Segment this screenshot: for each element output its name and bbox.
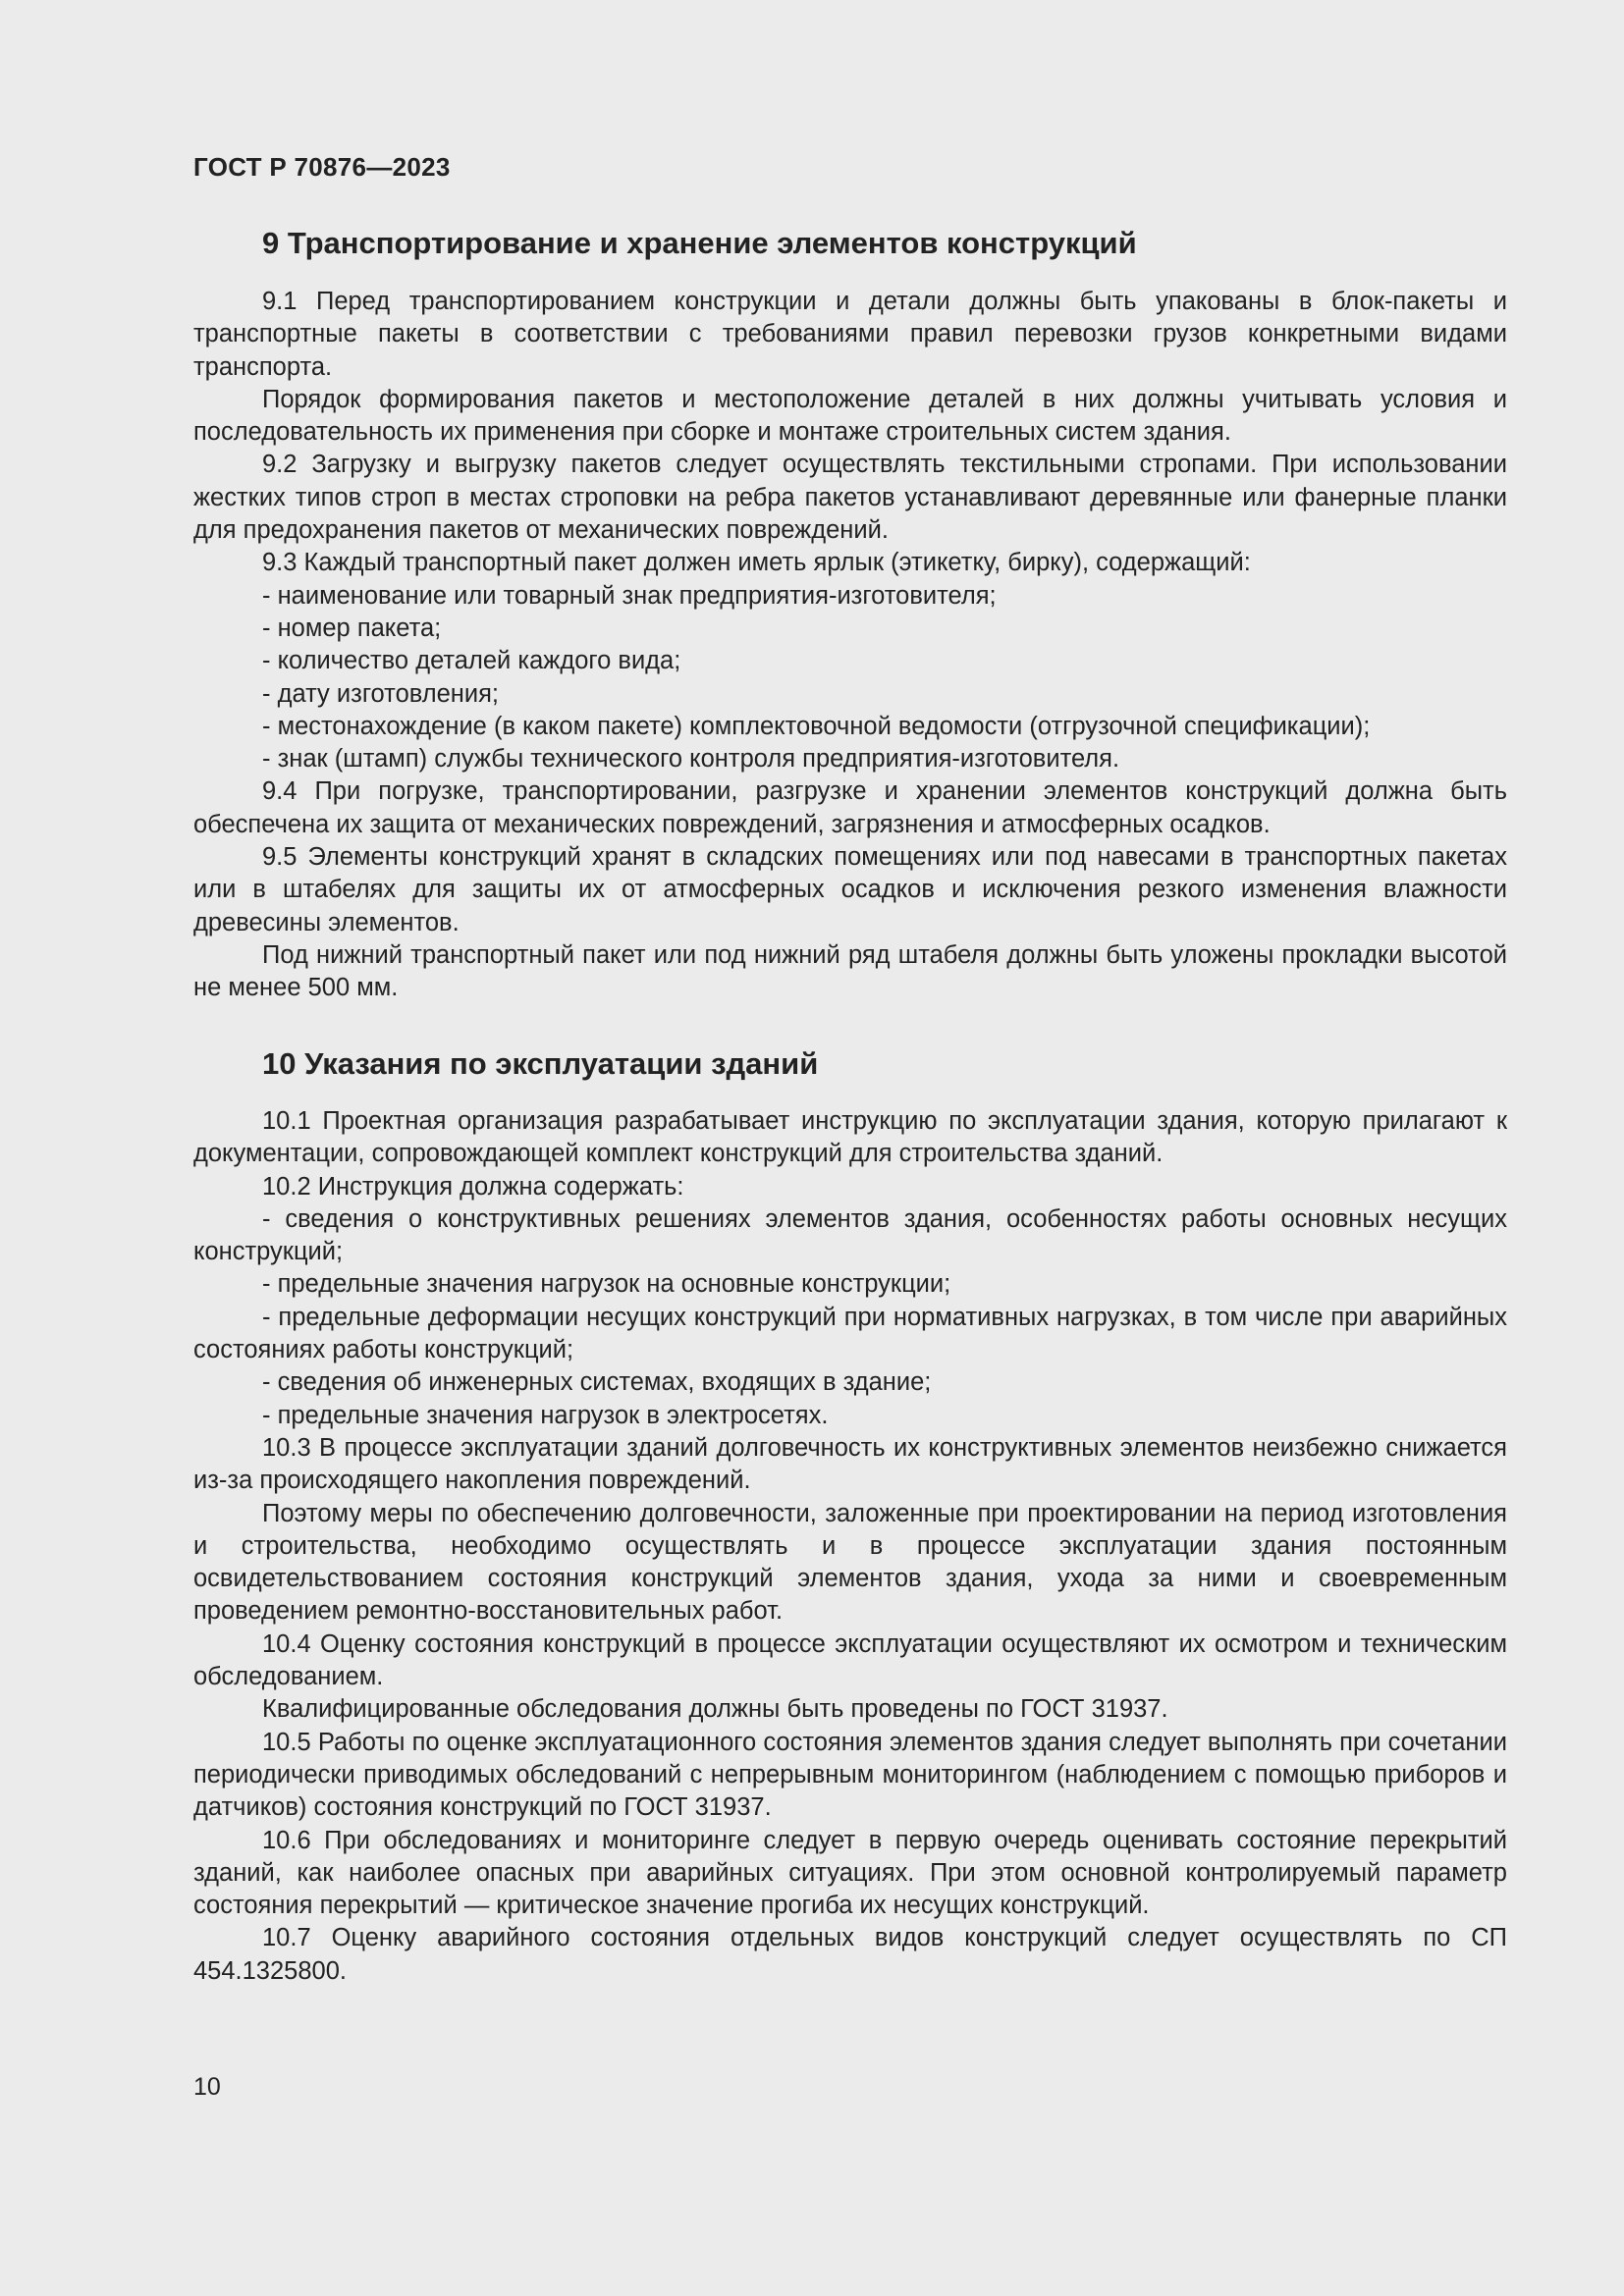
paragraph: 9.3 Каждый транспортный пакет должен иметь ярлык (этикетку, бирку), содержащий:	[262, 549, 1251, 577]
paragraph: 10.1 Проектная организация разрабатывает инструкцию по эксплуатации здания, которую прилагают к документации, сопровождающей комплект конструкций для строительства зданий.	[193, 1107, 1507, 1168]
section-9-title: 9 Транспортирование и хранение элементов конструкций	[262, 226, 1137, 260]
section-10-body	[193, 1105, 1507, 1988]
document-code: ГОСТ Р 70876—2023	[193, 152, 451, 182]
paragraph: 9.2 Загрузку и выгрузку пакетов следует осуществлять текстильными стропами. При использовании жестких типов строп в местах строповки на ребра пакетов устанавливают деревянные или фанерные планки для предохранения пакетов от механических повреждений.	[193, 451, 1507, 545]
list-item: - наименование или товарный знак предприятия-изготовителя;	[262, 581, 997, 610]
paragraph: 10.2 Инструкция должна содержать:	[262, 1172, 684, 1201]
section-9-body	[193, 286, 1507, 1005]
list-item: - местонахождение (в каком пакете) комплектовочной ведомости (отгрузочной спецификации);	[262, 712, 1371, 740]
list-item: - дату изготовления;	[262, 679, 499, 708]
paragraph: Квалифицированные обследования должны быть проведены по ГОСТ 31937.	[262, 1695, 1168, 1724]
list-item: - знак (штамп) службы технического контроля предприятия-изготовителя.	[262, 745, 1120, 774]
list-item: - предельные значения нагрузок на основные конструкции;	[262, 1270, 951, 1299]
list-item: - сведения о конструктивных решениях элементов здания, особенностях работы основных несущих конструкций;	[193, 1204, 1507, 1266]
paragraph: 10.6 При обследованиях и мониторинге следует в первую очередь оценивать состояние перекрытий зданий, как наиболее опасных при аварийных ситуациях. При этом основной контролируемый параметр состояния перекрытий — критическое значение прогиба их несущих конструкций.	[193, 1826, 1507, 1920]
list-item: - предельные деформации несущих конструкций при нормативных нагрузках, в том числе при аварийных состояниях работы конструкций;	[193, 1303, 1507, 1364]
list-item: - количество деталей каждого вида;	[262, 647, 681, 675]
paragraph: 10.4 Оценку состояния конструкций в процессе эксплуатации осуществляют их осмотром и техническим обследованием.	[193, 1629, 1507, 1691]
paragraph: Поэтому меры по обеспечению долговечности, заложенные при проектировании на период изготовления и строительства, необходимо осуществлять и в процессе эксплуатации здания постоянным освидетельствованием состояния конструкций элементов здания, ухода за ними и своевременным проведением ремонтно-восстановительных работ.	[193, 1499, 1507, 1626]
paragraph: 9.4 При погрузке, транспортировании, разгрузке и хранении элементов конструкций должна быть обеспечена их защита от механических повреждений, загрязнения и атмосферных осадков.	[193, 777, 1507, 838]
paragraph: Под нижний транспортный пакет или под нижний ряд штабеля должны быть уложены прокладки высотой не менее 500 мм.	[193, 940, 1507, 1002]
list-item: - сведения об инженерных системах, входящих в здание;	[262, 1368, 932, 1397]
paragraph: 9.5 Элементы конструкций хранят в складских помещениях или под навесами в транспортных пакетах или в штабелях для защиты их от атмосферных осадков и исключения резкого изменения влажности древесины элементов.	[193, 843, 1507, 936]
page-number: 10	[193, 2073, 221, 2101]
paragraph: 10.5 Работы по оценке эксплуатационного состояния элементов здания следует выполнять при сочетании периодически приводимых обследований с непрерывным мониторингом (наблюдением с помощью приборов и датчиков) состояния конструкций по ГОСТ 31937.	[193, 1728, 1507, 1822]
paragraph: 10.7 Оценку аварийного состояния отдельных видов конструкций следует осуществлять по СП 454.1325800.	[193, 1924, 1507, 1985]
list-item: - предельные значения нагрузок в электросетях.	[262, 1401, 829, 1429]
paragraph: Порядок формирования пакетов и местоположение деталей в них должны учитывать условия и последовательность их применения при сборке и монтаже строительных систем здания.	[193, 385, 1507, 447]
paragraph: 9.1 Перед транспортированием конструкции и детали должны быть упакованы в блок-пакеты и транспортные пакеты в соответствии с требованиями правил перевозки грузов конкретными видами транспорта.	[193, 288, 1507, 381]
paragraph: 10.3 В процессе эксплуатации зданий долговечность их конструктивных элементов неизбежно снижается из-за происходящего накопления повреждений.	[193, 1433, 1507, 1495]
list-item: - номер пакета;	[262, 614, 442, 642]
section-10-title: 10 Указания по эксплуатации зданий	[262, 1046, 819, 1081]
